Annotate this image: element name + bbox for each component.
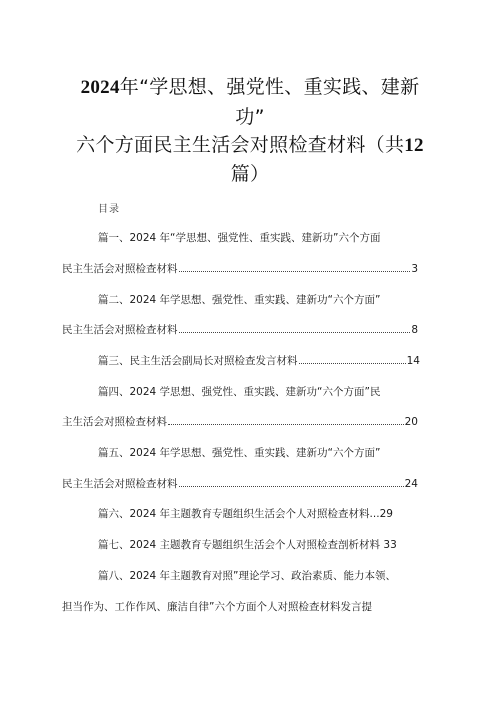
toc-heading: 目录: [98, 204, 120, 215]
title-line-3-text: 六个方面民主生活会对照检查材料（共: [76, 134, 405, 156]
toc-entry-3-title: 篇三、民主生活会副局长对照检查发言材料: [98, 355, 298, 367]
toc-leader-dots: [299, 362, 406, 364]
toc-entry-1-line-2[interactable]: [62, 262, 418, 276]
document-title-line-1: [60, 72, 440, 103]
toc-entry-4-page: 20: [404, 416, 418, 428]
toc-entry-8-line-1[interactable]: 篇八、2024 年主题教育对照”理论学习、政治素质、能力本领、: [98, 570, 396, 582]
document-title-line-4: 篇）: [230, 163, 270, 185]
toc-entry-4-line-1[interactable]: 篇四、2024 学思想、强党性、重实践、建新功“六个方面”民: [98, 386, 381, 398]
toc-entry-1-page: 3: [411, 263, 418, 275]
toc-entry-4-title-end: 主生活会对照检查材料: [62, 416, 167, 428]
toc-entry-1-title-end: 民主生活会对照检查材料: [62, 263, 178, 275]
toc-entry-3[interactable]: [98, 354, 420, 368]
toc-entry-2-title-end: 民主生活会对照检查材料: [62, 324, 178, 336]
toc-entry-1-line-1[interactable]: 篇一、2024 年“学思想、强党性、重实践、建新功”六个方面: [98, 232, 381, 244]
toc-leader-dots: [168, 423, 404, 425]
toc-leader-dots: [179, 331, 411, 333]
toc-entry-2-page: 8: [411, 324, 418, 336]
toc-entry-4-line-2[interactable]: [62, 415, 418, 429]
toc-entry-5-title-end: 民主生活会对照检查材料: [62, 478, 178, 490]
toc-entry-5-line-2[interactable]: [62, 477, 418, 491]
toc-entry-7[interactable]: 篇七、2024 主题教育专题组织生活会个人对照检查剖析材料 33: [98, 539, 397, 551]
toc-leader-dots: [179, 270, 411, 272]
title-line-1-text: 年“学思想、强党性、重实践、建新: [119, 76, 420, 98]
toc-leader-dots: [179, 485, 404, 487]
document-title-line-3: [60, 130, 440, 161]
toc-entry-2-line-2[interactable]: [62, 323, 418, 337]
toc-entry-2-line-1[interactable]: 篇二、2024 年学思想、强党性、重实践、建新功“六个方面”: [98, 294, 381, 306]
toc-entry-5-line-1[interactable]: 篇五、2024 年学思想、强党性、重实践、建新功“六个方面”: [98, 447, 381, 459]
toc-entry-5-page: 24: [404, 478, 418, 490]
document-title-line-2: 功”: [235, 106, 265, 128]
toc-entry-8-line-2[interactable]: 担当作为、工作作风、廉洁自律”六个方面个人对照检查材料发言提: [62, 601, 372, 613]
toc-entry-3-page: 14: [406, 355, 420, 367]
toc-entry-6[interactable]: 篇六、2024 年主题教育专题组织生活会个人对照检查材料...29: [98, 508, 393, 520]
title-year: 2024: [80, 77, 120, 98]
title-count: 12: [404, 135, 424, 156]
